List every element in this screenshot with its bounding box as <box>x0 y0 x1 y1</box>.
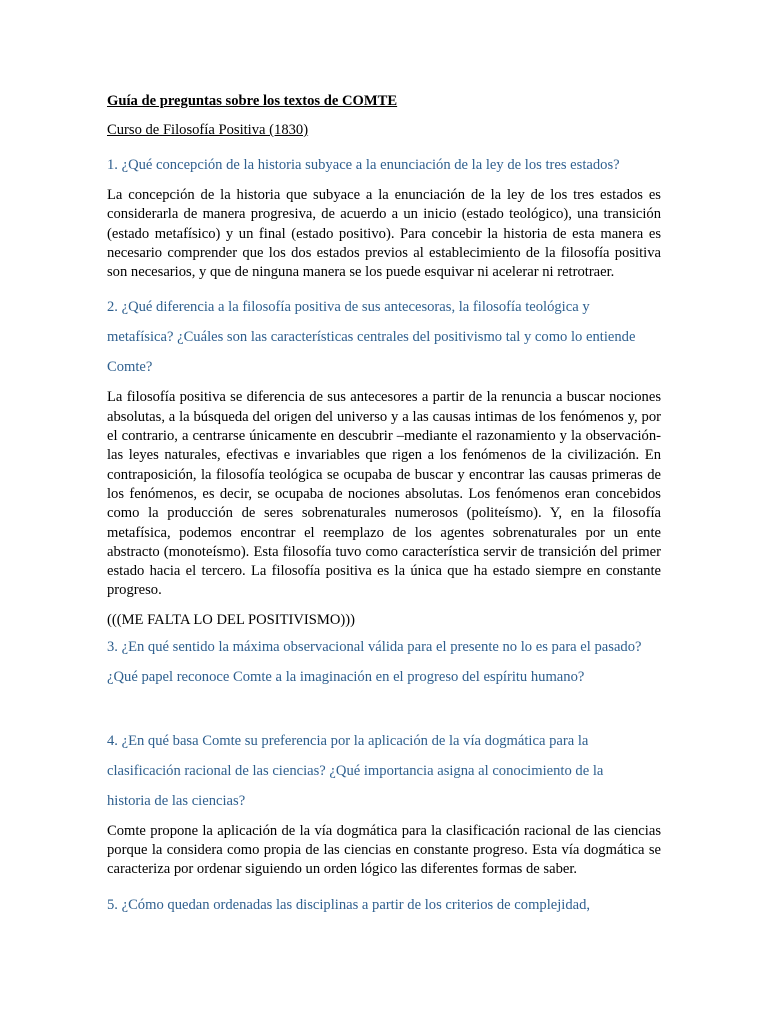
question-3-line-2: ¿Qué papel reconoce Comte a la imaginación en el progreso del espíritu humano? <box>107 668 585 685</box>
question-4-line-3: historia de las ciencias? <box>107 792 246 809</box>
question-2-line-1: 2. ¿Qué diferencia a la filosofía positiva de sus antecesoras, la filosofía teológica y <box>107 299 590 316</box>
question-2-line-2: metafísica? ¿Cuáles son las características centrales del positivismo tal y como lo entiende <box>107 329 636 346</box>
question-5-line-1: 5. ¿Cómo quedan ordenadas las disciplinas a partir de los criterios de complejidad, <box>107 896 591 913</box>
question-4-line-1: 4. ¿En qué basa Comte su preferencia por la aplicación de la vía dogmática para la <box>107 732 589 749</box>
question-5 <box>107 890 661 920</box>
question-2 <box>107 292 661 382</box>
answer-4: Comte propone la aplicación de la vía dogmática para la clasificación racional de las ciencias porque la considera como propia de las ciencias en constante progreso. Esta vía dogmática se caracteriza por ordenar siguiendo un orden lógico las diferentes formas de saber. <box>107 822 661 878</box>
document-title: Guía de preguntas sobre los textos de COMTE <box>107 93 398 109</box>
question-3-line-1: 3. ¿En qué sentido la máxima observacional válida para el presente no lo es para el pasado? <box>107 638 642 655</box>
question-2-line-3: Comte? <box>107 359 153 376</box>
question-1-line-1: 1. ¿Qué concepción de la historia subyace a la enunciación de la ley de los tres estados? <box>107 157 620 173</box>
answer-1: La concepción de la historia que subyace a la enunciación de la ley de los tres estados es considerarla de manera progresiva, de acuerdo a un inicio (estado teológico), una transición (estado metafísico) y un final (estado positivo). Para concebir la historia de esta manera es necesario comprender que los dos estados previos al establecimiento de la filosofía positiva son necesarios, y que de ninguna manera se los puede esquivar ni acelerar ni retrotraer. <box>107 187 661 281</box>
question-4-line-2: clasificación racional de las ciencias? ¿Qué importancia asigna al conocimiento de la <box>107 762 604 779</box>
question-1 <box>107 150 661 180</box>
blank-line <box>107 696 661 726</box>
question-3 <box>107 632 661 692</box>
author-note: (((ME FALTA LO DEL POSITIVISMO))) <box>107 611 355 628</box>
question-4 <box>107 726 661 816</box>
document-page <box>107 92 661 924</box>
document-subtitle: Curso de Filosofía Positiva (1830) <box>107 122 309 138</box>
answer-2: La filosofía positiva se diferencia de sus antecesores a partir de la renuncia a buscar nociones absolutas, a la búsqueda del origen del universo y a las causas intimas de los fenómenos y, por el contrario, a centrarse únicamente en descubrir –mediante el razonamiento y la observación- las leyes naturales, efectivas e invariables que rigen a los fenómenos de la civilización. En contraposición, la filosofía teológica se ocupaba de buscar y encontrar las causas primeras de los fenómenos, es decir, se ocupaba de nociones absolutas. Los fenómenos eran concebidos como la producción de seres sobrenaturales numerosos (politeísmo). Y, en la filosofía metafísica, podemos encontrar el reemplazo de los agentes sobrenaturales por un ente abstracto (monoteísmo). Esta filosofía tuvo como característica servir de transición del primer estado hacia el tercero. La filosofía positiva es la única que ha estado siempre en constante progreso. <box>107 389 661 599</box>
